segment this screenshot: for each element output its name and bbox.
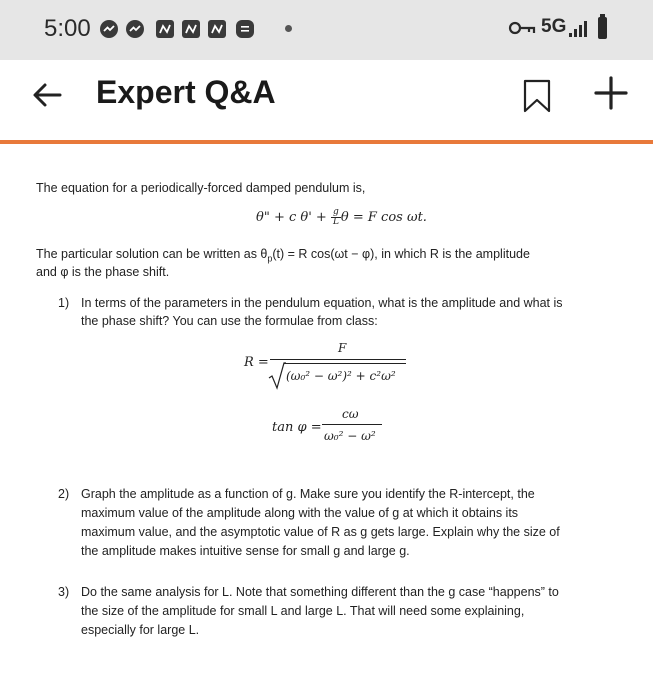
app-bar: [0, 60, 653, 140]
sqrt-overline: [284, 363, 406, 364]
item-number: 1): [58, 296, 70, 310]
formula-tan-bar: [322, 424, 382, 425]
item-2-line: maximum value of the amplitude along with the value of g at which it obtains its: [81, 506, 519, 520]
plus-icon[interactable]: [592, 74, 630, 112]
formula-r-denominator: (ω₀² − ω²)² + c²ω²: [286, 369, 396, 383]
status-bar: [0, 0, 653, 60]
notification-icon: [182, 20, 200, 38]
item-2-line: the amplitude makes intuitive sense for small g and large g.: [81, 544, 410, 558]
item-2-line: Graph the amplitude as a function of g. Make sure you identify the R-intercept, the: [81, 487, 535, 501]
battery-icon: [598, 17, 607, 39]
app-icon: [236, 20, 254, 38]
formula-tan-lhs: tan φ =: [272, 420, 322, 435]
formula-tan-numerator: cω: [342, 407, 359, 421]
solution-line: The particular solution can be written as $\theta_p(t) = R$ cos(ωt − φ), in which R is the amplitude: [36, 247, 530, 264]
question-content: [0, 144, 653, 700]
page-title: Expert Q&A: [96, 74, 276, 110]
vpn-key-icon: [508, 18, 536, 38]
item-number: 2): [58, 487, 70, 501]
messenger-icon: [100, 20, 118, 38]
pendulum-equation: θ" + c θ' + $\frac{g}{L}$ θ = F cos ωt.: [256, 207, 427, 227]
notification-icon: [208, 20, 226, 38]
formula-r-numerator: F: [338, 341, 347, 355]
bookmark-icon[interactable]: [522, 78, 552, 114]
formula-tan-denominator: ω₀² − ω²: [324, 429, 376, 443]
item-3-line: especially for large L.: [81, 623, 200, 637]
item-2-line: maximum value, and the asymptotic value of R as g gets large. Explain why the size of: [81, 525, 560, 539]
messenger-icon: [126, 20, 144, 38]
item-1-line: the phase shift? You can use the formulae from class:: [81, 314, 378, 328]
network-type: 5G: [541, 16, 567, 37]
more-dot: [285, 25, 292, 32]
sqrt-icon: [268, 362, 286, 390]
back-arrow-icon[interactable]: [30, 78, 64, 112]
item-3-line: Do the same analysis for L. Note that something different than the g case “happens” to: [81, 585, 559, 599]
notification-icon: [156, 20, 174, 38]
item-3-line: the size of the amplitude for small L and large L. That will need some explaining,: [81, 604, 525, 618]
solution-line-2: and φ is the phase shift.: [36, 265, 170, 279]
item-number: 3): [58, 585, 70, 599]
status-time: 5:00: [44, 15, 91, 42]
signal-icon: [568, 18, 590, 38]
formula-r-bar: [270, 359, 406, 360]
item-1-line: In terms of the parameters in the pendulum equation, what is the amplitude and what is: [81, 296, 563, 310]
question-intro: The equation for a periodically-forced damped pendulum is,: [36, 181, 366, 195]
formula-r-lhs: R =: [244, 355, 269, 370]
